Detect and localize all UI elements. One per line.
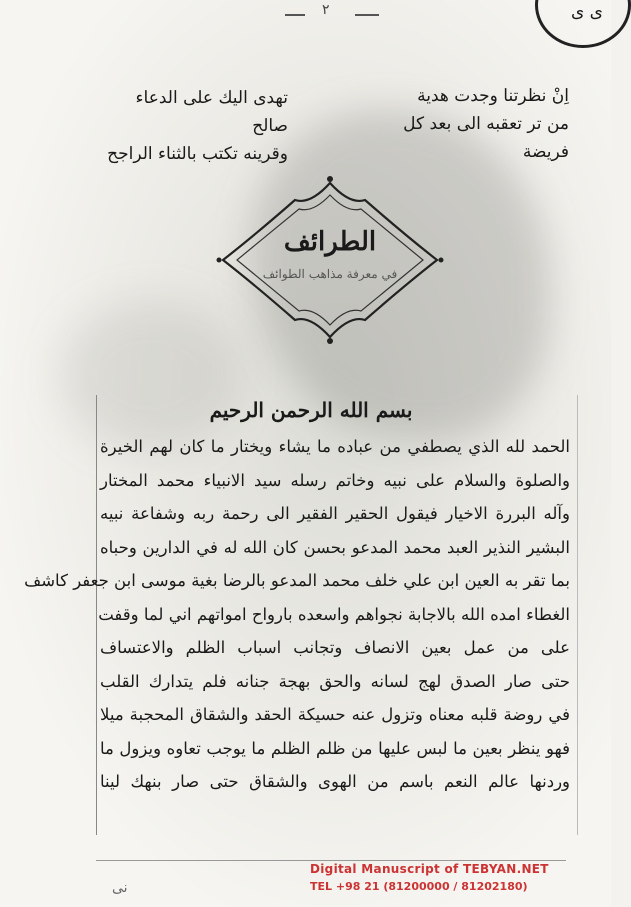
text-line: الحمد لله الذي يصطفي من عباده ما يشاء ويختار ما كان لهم الخيرة [100,437,570,456]
page-number: ٢ [322,2,330,18]
text-block-bottom-rule [96,860,566,861]
text-line: حتى صار الصدق لهج لسانه والحق بهجة جنانه فلم يتدارك القلب [100,671,570,691]
verse-right-column [359,82,569,166]
text-line: والصلوة والسلام على نبيه وخاتم رسله سيد الانبياء محمد المختار [100,470,570,490]
header-dash-right [355,14,379,16]
book-subtitle: في معرفة مذاهب الطوائف [262,267,398,281]
verse-line: تهدى اليك على الدعاء صالح [135,88,288,136]
text-line: الغطاء امده الله بالاجابة نجواهم واسعده بارواح امواتهم اني لما وقفت [98,604,570,624]
verse-line: من تر تعقبه الى بعد كل فريضة [403,114,569,162]
text-line: وآله البررة الاخيار فيقول الحقير الفقير الى رحمة ربه وشفاعة نبيه [100,504,570,523]
text-line: وردنها عالم النعم باسم من الهوى والشقاق حتى صار بنهك لينا [100,772,570,791]
verse-line: اِنْ نظرتنا وجدت هدية [417,86,569,106]
text-line: بما تقر به العين ابن علي خلف محمد المدعو بالرضا بغية موسى ابن جعفر كاشف [24,571,570,590]
verse-left-column [98,84,288,168]
verse-line: وقرينه تكتب بالثناء الراجح [107,144,288,164]
text-line: في روضة قلبه معناه وتزول عنه حسيكة الحقد والشقاق المحجبة ميلا [100,705,570,724]
manuscript-body [24,430,570,799]
watermark-title: Digital Manuscript of TEBYAN.NET [310,862,549,876]
text-line: على من عمل بعين الانصاف وتجانب اسباب الظلم والاعتساف [100,638,570,657]
corner-seal-text: ی ی [570,2,603,22]
catchword: نى [112,880,128,896]
watermark-phone: TEL +98 21 (81200000 / 81202180) [310,880,528,893]
text-line: فهو ينظر بعين ما لبس عليها من ظلم الظلم ما يوجب تعاوه ويزول ما [100,738,570,758]
title-cartouche [215,175,445,345]
book-title: الطرائف [283,227,377,257]
cartouche-frame [215,175,445,345]
header-dash-left [285,14,305,16]
text-line: البشير النذير العبد محمد المدعو بحسن كان الله له في الدارين وحباه [100,537,570,557]
basmala-heading: بسم الله الرحمن الرحيم [209,398,413,422]
